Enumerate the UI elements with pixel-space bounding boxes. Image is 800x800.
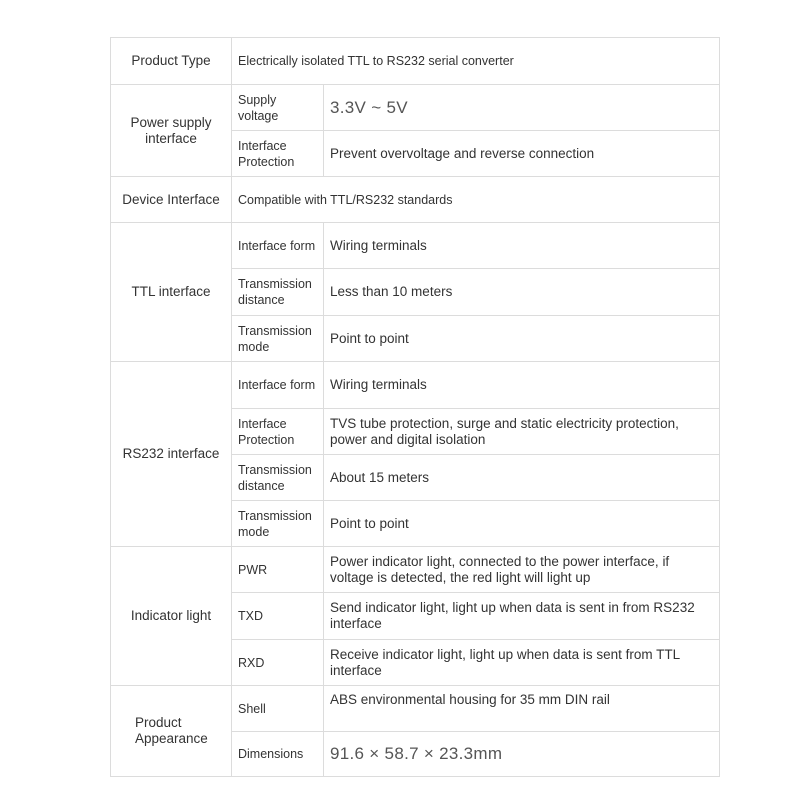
txd-label: TXD (232, 593, 324, 640)
device-interface-value: Compatible with TTL/RS232 standards (232, 177, 720, 223)
row-device-interface (111, 177, 720, 223)
row-product-type (111, 38, 720, 85)
pwr-value: Power indicator light, connected to the power interface, if voltage is detected, the red light will light up (324, 547, 720, 593)
rs232-protection-value: TVS tube protection, surge and static electricity protection, power and digital isolation (324, 409, 720, 455)
device-interface-label: Device Interface (111, 177, 232, 223)
row-supply-voltage (111, 85, 720, 131)
ttl-form-value: Wiring terminals (324, 223, 720, 269)
power-supply-label: Power supply interface (111, 85, 232, 177)
rs232-distance-label: Transmission distance (232, 455, 324, 501)
row-shell (111, 686, 720, 732)
rs232-mode-label: Transmission mode (232, 501, 324, 547)
ttl-interface-label: TTL interface (111, 223, 232, 362)
rs232-interface-label: RS232 interface (111, 362, 232, 547)
shell-value: ABS environmental housing for 35 mm DIN rail (324, 686, 720, 732)
rxd-label: RXD (232, 640, 324, 686)
row-pwr (111, 547, 720, 593)
ttl-mode-value: Point to point (324, 316, 720, 362)
product-type-label: Product Type (111, 38, 232, 85)
row-rs232-form (111, 362, 720, 409)
rs232-distance-value: About 15 meters (324, 455, 720, 501)
product-type-value: Electrically isolated TTL to RS232 serial converter (232, 38, 720, 85)
shell-label: Shell (232, 686, 324, 732)
pwr-label: PWR (232, 547, 324, 593)
power-protection-value: Prevent overvoltage and reverse connection (324, 131, 720, 177)
rxd-value: Receive indicator light, light up when data is sent from TTL interface (324, 640, 720, 686)
supply-voltage-value: 3.3V ~ 5V (324, 85, 720, 131)
rs232-form-value: Wiring terminals (324, 362, 720, 409)
spec-table (110, 37, 720, 777)
power-protection-label: Interface Protection (232, 131, 324, 177)
ttl-form-label: Interface form (232, 223, 324, 269)
ttl-mode-label: Transmission mode (232, 316, 324, 362)
rs232-mode-value: Point to point (324, 501, 720, 547)
ttl-distance-value: Less than 10 meters (324, 269, 720, 316)
row-ttl-form (111, 223, 720, 269)
dimensions-label: Dimensions (232, 732, 324, 777)
txd-value: Send indicator light, light up when data is sent in from RS232 interface (324, 593, 720, 640)
rs232-protection-label: Interface Protection (232, 409, 324, 455)
ttl-distance-label: Transmission distance (232, 269, 324, 316)
product-appearance-label: Product Appearance (111, 686, 232, 777)
rs232-form-label: Interface form (232, 362, 324, 409)
dimensions-value: 91.6 × 58.7 × 23.3mm (324, 732, 720, 777)
supply-voltage-label: Supply voltage (232, 85, 324, 131)
indicator-light-label: Indicator light (111, 547, 232, 686)
